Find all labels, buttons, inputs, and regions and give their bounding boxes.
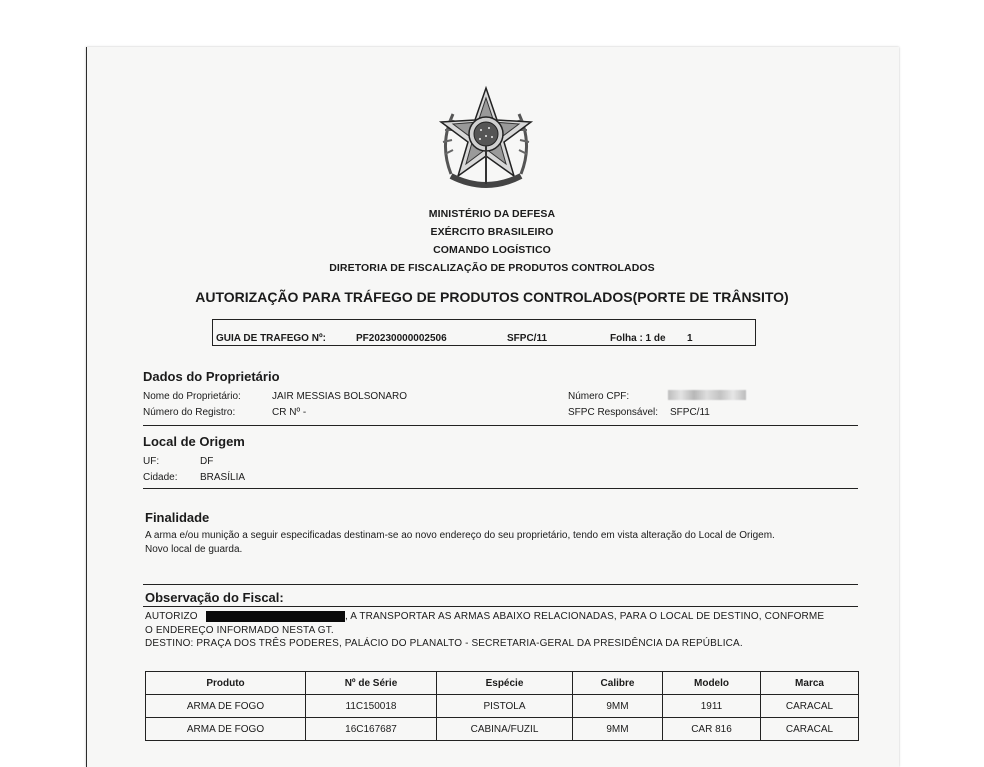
- cell-produto: ARMA DE FOGO: [146, 718, 306, 741]
- observation-line-1: , A TRANSPORTAR AS ARMAS ABAIXO RELACIONADAS, PARA O LOCAL DE DESTINO, CONFORME: [345, 611, 825, 622]
- header-army: EXÉRCITO BRASILEIRO: [430, 226, 554, 238]
- sfpc-label: SFPC Responsável:: [568, 407, 659, 418]
- purpose-line-2: Novo local de guarda.: [145, 544, 243, 555]
- observation-line-2: O ENDEREÇO INFORMADO NESTA GT.: [145, 625, 334, 636]
- header-directorate: DIRETORIA DE FISCALIZAÇÃO DE PRODUTOS CONTROLADOS: [329, 262, 655, 274]
- col-header-produto: Produto: [146, 672, 306, 695]
- cell-calibre: 9MM: [573, 718, 663, 741]
- cell-especie: CABINA/FUZIL: [437, 718, 573, 741]
- divider: [143, 606, 858, 607]
- guia-folha: Folha : 1 de: [610, 333, 666, 344]
- city-label: Cidade:: [143, 472, 178, 483]
- cell-modelo: CAR 816: [663, 718, 761, 741]
- guia-label: GUIA DE TRAFEGO Nº:: [216, 333, 326, 344]
- cell-marca: CARACAL: [761, 695, 859, 718]
- col-header-marca: Marca: [761, 672, 859, 695]
- guia-number: PF20230000002506: [356, 333, 447, 344]
- cell-produto: ARMA DE FOGO: [146, 695, 306, 718]
- guia-box: [212, 319, 756, 346]
- observation-prefix: AUTORIZO: [145, 611, 198, 622]
- redaction-bar: [206, 611, 345, 622]
- table-header-row: [146, 672, 859, 695]
- document-title: AUTORIZAÇÃO PARA TRÁFEGO DE PRODUTOS CONTROLADOS(PORTE DE TRÂNSITO): [195, 289, 789, 305]
- col-header-especie: Espécie: [437, 672, 573, 695]
- uf-value: DF: [200, 456, 214, 467]
- uf-label: UF:: [143, 456, 160, 467]
- cell-calibre: 9MM: [573, 695, 663, 718]
- guia-folha-total: 1: [687, 333, 693, 344]
- col-header-modelo: Modelo: [663, 672, 761, 695]
- coat-of-arms-icon: [431, 84, 541, 194]
- cpf-blurred: [668, 390, 746, 400]
- cpf-label: Número CPF:: [568, 391, 630, 402]
- divider: [143, 488, 858, 489]
- table-row: [146, 695, 859, 718]
- cell-modelo: 1911: [663, 695, 761, 718]
- table-row: [146, 718, 859, 741]
- guia-sfpc: SFPC/11: [507, 333, 548, 344]
- header-command: COMANDO LOGÍSTICO: [433, 244, 551, 256]
- observation-line-3: DESTINO: PRAÇA DOS TRÊS PODERES, PALÁCIO DO PLANALTO - SECRETARIA-GERAL DA PRESIDÊNCIA DA REPÚBLICA.: [145, 638, 743, 649]
- col-header-calibre: Calibre: [573, 672, 663, 695]
- registry-label: Número do Registro:: [143, 407, 236, 418]
- divider: [143, 584, 858, 585]
- cell-serie: 11C150018: [306, 695, 437, 718]
- owner-section-title: Dados do Proprietário: [143, 369, 280, 384]
- cell-especie: PISTOLA: [437, 695, 573, 718]
- observation-section-title: Observação do Fiscal:: [145, 590, 284, 605]
- city-value: BRASÍLIA: [200, 472, 246, 483]
- owner-name: JAIR MESSIAS BOLSONARO: [272, 391, 408, 402]
- registry-value: CR Nº -: [272, 407, 307, 418]
- purpose-line-1: A arma e/ou munição a seguir especificadas destinam-se ao novo endereço do seu proprietário, tendo em vista alteração do Local de Origem.: [145, 530, 775, 541]
- cell-serie: 16C167687: [306, 718, 437, 741]
- owner-name-label: Nome do Proprietário:: [143, 391, 241, 402]
- col-header-serie: Nº de Série: [306, 672, 437, 695]
- sfpc-value: SFPC/11: [670, 407, 710, 418]
- cell-marca: CARACAL: [761, 718, 859, 741]
- origin-section-title: Local de Origem: [143, 434, 245, 449]
- purpose-section-title: Finalidade: [145, 510, 210, 525]
- items-table: [145, 671, 859, 741]
- divider: [143, 425, 858, 426]
- header-ministry: MINISTÉRIO DA DEFESA: [428, 208, 556, 220]
